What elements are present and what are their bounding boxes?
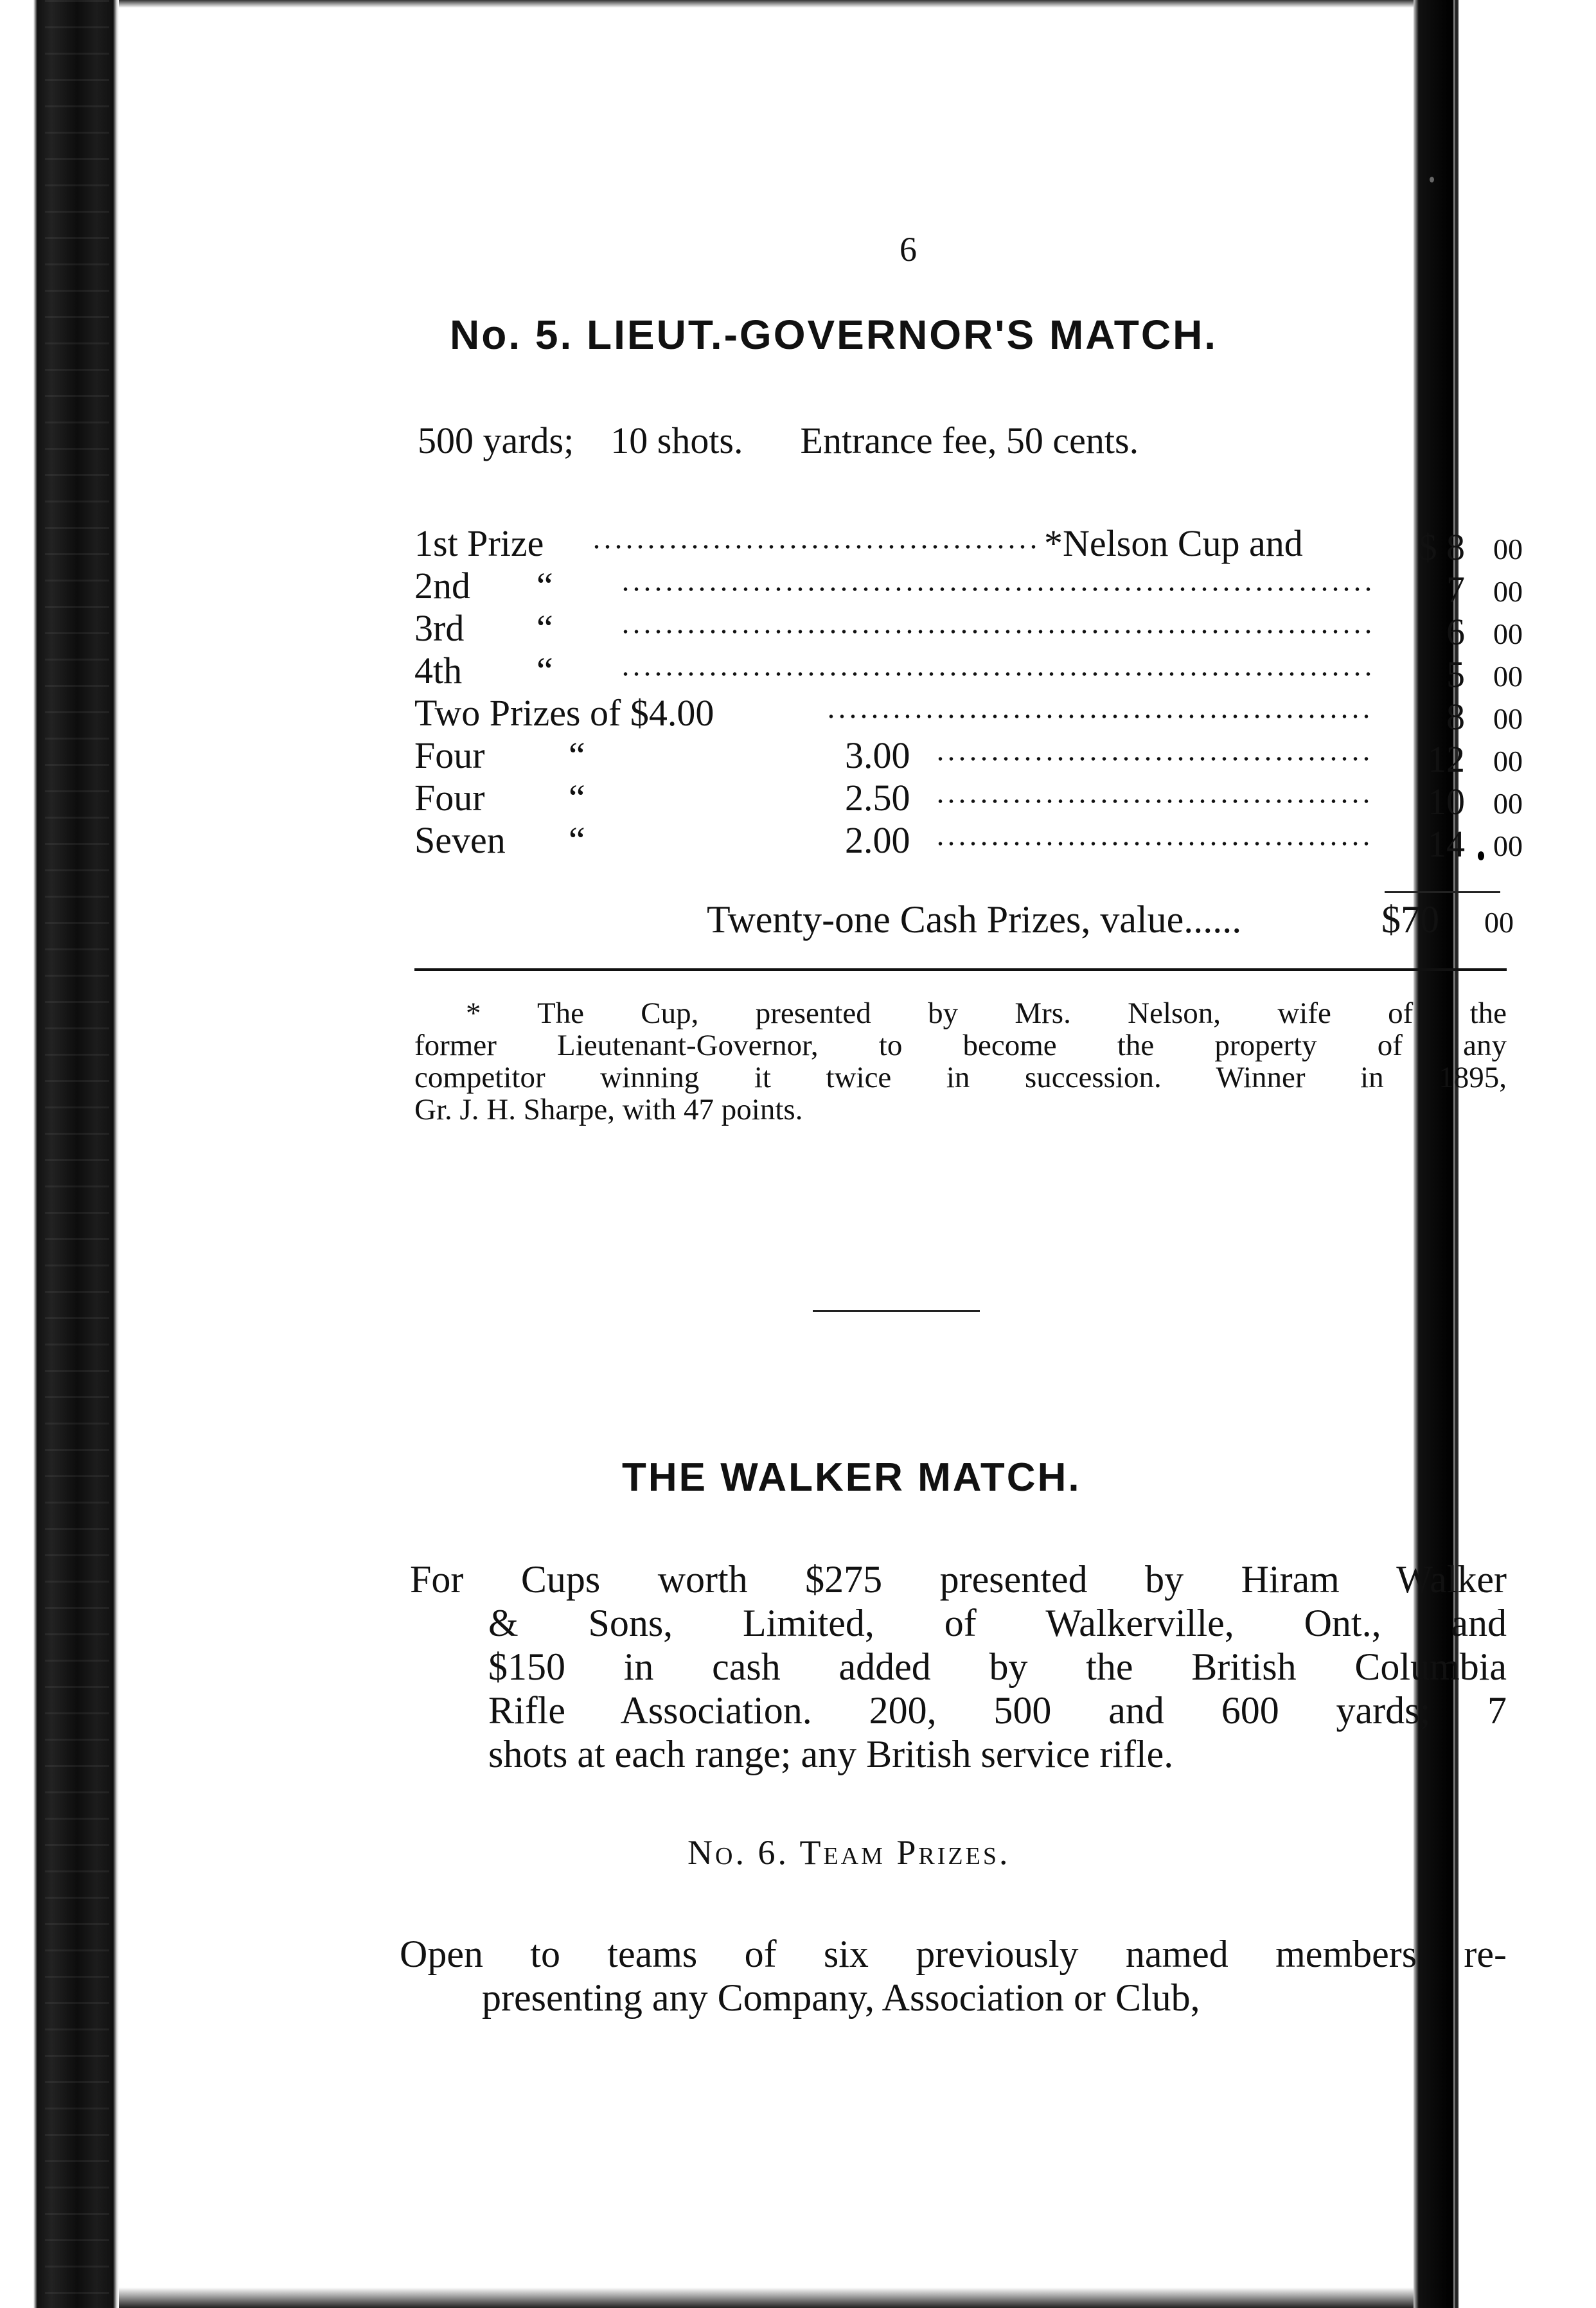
dot-leader bbox=[935, 799, 1375, 803]
prize-dollars: 8 bbox=[1446, 696, 1465, 738]
dot-leader bbox=[826, 715, 1375, 718]
match-5-conditions: 500 yards; 10 shots. Entrance fee, 50 cents. bbox=[418, 420, 1139, 461]
ditto-mark: “ bbox=[536, 565, 553, 607]
dot-leader bbox=[935, 757, 1375, 761]
ditto-mark: “ bbox=[536, 650, 553, 691]
prize-row bbox=[414, 819, 1523, 865]
walker-description: For Cups worth $275 presented by Hiram Walker & Sons, Limited, of Walkerville, Ont., and $150 in cash added by the British Columbia Rifle Association. 200, 500 and 600 yards; 7 shots at each range; any British service rifle. bbox=[410, 1558, 1507, 1775]
page-top-edge bbox=[119, 0, 1414, 8]
prize-row bbox=[414, 776, 1523, 822]
ditto-mark: “ bbox=[536, 607, 553, 649]
scan-speck bbox=[1430, 177, 1434, 182]
prize-label: 3rd bbox=[414, 607, 465, 649]
prize-each: 2.00 bbox=[845, 819, 910, 861]
match-5-heading: No. 5. LIEUT.-GOVERNOR'S MATCH. bbox=[450, 312, 1218, 358]
prize-dollars: 14 bbox=[1428, 823, 1465, 865]
prize-label: 4th bbox=[414, 650, 463, 691]
ditto-mark: “ bbox=[569, 734, 585, 776]
prize-label: Seven bbox=[414, 819, 506, 861]
prize-cents: 00 bbox=[1493, 617, 1523, 650]
match-6-description: Open to teams of six previously named members re- presenting any Company, Association or Club, bbox=[400, 1933, 1507, 2019]
prize-dollars: 5 bbox=[1446, 653, 1465, 695]
prize-label: Four bbox=[414, 777, 485, 819]
prize-note: *Nelson Cup and bbox=[1044, 522, 1303, 564]
prize-cents: 00 bbox=[1493, 702, 1523, 735]
prize-cents: 00 bbox=[1493, 575, 1523, 608]
ditto-mark: “ bbox=[569, 819, 585, 861]
prize-label: Two Prizes of $4.00 bbox=[414, 692, 714, 734]
page-bottom-edge bbox=[119, 2287, 1414, 2308]
total-value: $70 bbox=[1381, 898, 1439, 941]
prize-label: Four bbox=[414, 734, 485, 776]
prize-dollars: 10 bbox=[1428, 781, 1465, 822]
divider-rule bbox=[414, 968, 1507, 971]
footnote: * The Cup, presented by Mrs. Nelson, wife of the former Lieutenant-Governor, to become the property of any competitor winning it twice in succession. Winner in 1895, Gr. J. H. Sharpe, with 47 points. bbox=[414, 997, 1507, 1126]
prize-row bbox=[414, 522, 1523, 568]
total-label: Twenty-one Cash Prizes, value...... bbox=[707, 898, 1242, 941]
prize-cents: 00 bbox=[1493, 660, 1523, 693]
walker-match-heading: THE WALKER MATCH. bbox=[622, 1455, 1081, 1500]
dot-leader bbox=[620, 587, 1375, 591]
prize-label: 1st Prize bbox=[414, 522, 544, 564]
prize-row bbox=[414, 564, 1523, 610]
prize-each: 3.00 bbox=[845, 734, 910, 776]
ditto-mark: “ bbox=[569, 777, 585, 819]
dot-leader bbox=[591, 545, 1041, 549]
sum-rule bbox=[1385, 891, 1500, 893]
prize-cents: 00 bbox=[1493, 787, 1523, 820]
prize-dollars: 7 bbox=[1446, 569, 1465, 610]
dot-leader bbox=[620, 672, 1375, 676]
section-divider bbox=[813, 1310, 980, 1312]
prize-row bbox=[414, 691, 1523, 738]
prize-label: 2nd bbox=[414, 565, 470, 607]
dot-leader bbox=[935, 842, 1375, 846]
prize-row bbox=[414, 649, 1523, 695]
page-number: 6 bbox=[900, 230, 917, 269]
prize-dollars: $ 8 bbox=[1418, 526, 1465, 568]
prize-cents: 00 bbox=[1493, 830, 1523, 862]
prize-each: 2.50 bbox=[845, 777, 910, 819]
prize-dollars: 6 bbox=[1446, 611, 1465, 653]
prize-cents: 00 bbox=[1493, 533, 1523, 565]
prize-dollars: 12 bbox=[1428, 738, 1465, 780]
total-cents: 00 bbox=[1484, 906, 1514, 939]
match-6-heading: No. 6. Team Prizes. bbox=[687, 1833, 1011, 1872]
prize-row bbox=[414, 607, 1523, 653]
prize-row bbox=[414, 734, 1523, 780]
dot-leader bbox=[620, 630, 1375, 634]
prize-cents: 00 bbox=[1493, 745, 1523, 777]
book-spine bbox=[0, 0, 119, 2308]
document-page bbox=[122, 8, 1523, 2287]
total-row bbox=[707, 898, 1514, 942]
